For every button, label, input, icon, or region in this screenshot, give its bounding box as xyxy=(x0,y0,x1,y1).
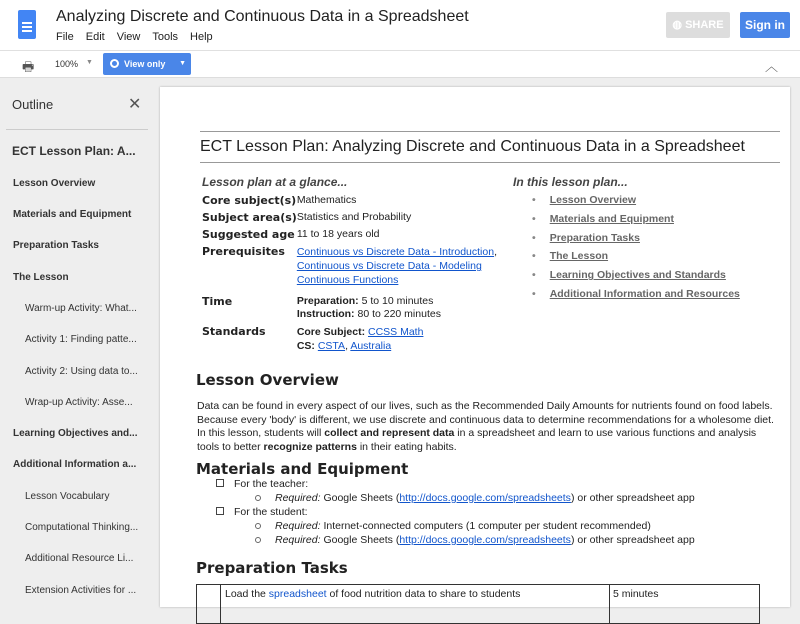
globe-icon: ◍ xyxy=(672,19,686,31)
outline-sidebar xyxy=(0,79,150,600)
label: Suggested age xyxy=(202,228,295,241)
label: Standards xyxy=(202,325,266,338)
label: Instruction: xyxy=(296,308,355,320)
toc-item[interactable] xyxy=(532,194,740,213)
label: CS: xyxy=(296,340,315,352)
csta-link[interactable]: CSTA xyxy=(317,340,346,352)
text: For the teacher: xyxy=(234,478,309,490)
checkbox-icon xyxy=(216,507,224,515)
comma: , xyxy=(494,246,497,258)
view-only-button[interactable] xyxy=(103,53,191,75)
label: Preparation: xyxy=(296,295,359,307)
list-item xyxy=(216,478,308,491)
toc-link: Additional Information and Resources xyxy=(549,287,740,300)
chevron-down-icon[interactable]: ▼ xyxy=(86,59,93,66)
menu-tools[interactable]: Tools xyxy=(152,31,179,43)
value: Statistics and Probability xyxy=(296,211,412,223)
australia-link[interactable]: Australia xyxy=(350,340,392,352)
value: 5 to 10 minutes xyxy=(358,295,434,307)
text: Required: xyxy=(275,520,321,532)
preparation-table xyxy=(196,584,760,624)
ccss-link[interactable]: CCSS Math xyxy=(368,326,424,338)
prereq-link[interactable]: Continuous vs Discrete Data - Modeling Continuous Functions xyxy=(296,260,482,286)
list-item xyxy=(255,534,695,547)
text: Load the xyxy=(225,588,269,600)
share-button[interactable] xyxy=(666,12,730,38)
toc-item[interactable] xyxy=(532,232,740,251)
table-cell xyxy=(225,588,520,600)
docs-logo-icon[interactable] xyxy=(18,10,36,39)
overview-paragraph xyxy=(197,400,777,454)
view-only-label: View only xyxy=(124,59,166,69)
menu-bar xyxy=(56,31,213,43)
value: Mathematics xyxy=(296,194,357,206)
outline-item[interactable]: Activity 1: Finding patte... xyxy=(25,334,137,345)
toc-item[interactable] xyxy=(532,288,740,307)
outline-item[interactable]: Warm-up Activity: What... xyxy=(25,303,137,314)
sheets-link[interactable]: http://docs.google.com/spreadsheets xyxy=(399,492,571,504)
outline-item[interactable]: Learning Objectives and... xyxy=(13,428,138,439)
document-page xyxy=(160,87,790,607)
bullet-icon xyxy=(255,495,261,501)
text: Data can be found in every aspect of our lives, such as the Recommended Daily Amounts for nutrients found on food labels. Because every 'body' is different, we use discrete and continuous data to determine recommendations for a wholesome diet. In this lesson, students will xyxy=(197,400,774,439)
label: Core subject(s) xyxy=(202,194,297,207)
outline-item[interactable]: Preparation Tasks xyxy=(13,240,99,251)
outline-item[interactable]: Lesson Overview xyxy=(13,178,96,189)
toc-item[interactable] xyxy=(532,213,740,232)
toc-item[interactable] xyxy=(532,269,740,288)
lesson-overview-heading: Lesson Overview xyxy=(196,371,339,389)
text: of food nutrition data to share to students xyxy=(326,588,521,600)
label: Core Subject: xyxy=(296,326,366,338)
toc-link: The Lesson xyxy=(549,250,609,263)
text: Required: xyxy=(275,492,321,504)
zoom-select[interactable]: 100% xyxy=(55,59,79,69)
toc-link: Learning Objectives and Standards xyxy=(549,269,726,282)
table-cell: 5 minutes xyxy=(609,585,662,623)
value: 11 to 18 years old xyxy=(296,228,380,240)
text: Google Sheets ( xyxy=(320,534,400,546)
toc-link: Preparation Tasks xyxy=(549,231,640,244)
collapse-chevron-up-icon[interactable]: ︿ xyxy=(765,59,779,74)
menu-help[interactable]: Help xyxy=(190,31,213,43)
outline-item[interactable]: Wrap-up Activity: Asse... xyxy=(25,397,133,408)
close-icon[interactable]: ✕ xyxy=(128,96,142,113)
text: Google Sheets ( xyxy=(320,492,400,504)
text: recognize patterns xyxy=(263,440,357,453)
label: Prerequisites xyxy=(202,245,285,258)
spreadsheet-link[interactable]: spreadsheet xyxy=(268,588,327,600)
outline-item[interactable]: Extension Activities for ... xyxy=(25,585,137,596)
share-label: SHARE xyxy=(685,19,724,31)
sheets-link[interactable]: http://docs.google.com/spreadsheets xyxy=(399,534,571,546)
outline-item[interactable]: ECT Lesson Plan: A... xyxy=(12,144,136,158)
chevron-down-icon: ▼ xyxy=(179,60,186,67)
bullet-icon xyxy=(255,523,261,529)
outline-item[interactable]: Computational Thinking... xyxy=(25,522,139,533)
app-header xyxy=(0,0,800,50)
text: ) or other spreadsheet app xyxy=(570,492,695,504)
menu-file[interactable]: File xyxy=(56,31,74,43)
outline-item[interactable]: The Lesson xyxy=(13,272,69,283)
list-item xyxy=(255,520,651,533)
outline-item[interactable]: Lesson Vocabulary xyxy=(25,491,110,502)
toc-heading: In this lesson plan... xyxy=(513,175,628,189)
text: ) or other spreadsheet app xyxy=(570,534,695,546)
outline-item[interactable]: Materials and Equipment xyxy=(13,209,132,220)
value: 80 to 220 minutes xyxy=(354,308,441,320)
bullet-icon xyxy=(255,537,261,543)
outline-item[interactable]: Additional Resource Li... xyxy=(25,553,134,564)
toolbar xyxy=(0,50,800,78)
text: in their eating habits. xyxy=(356,440,457,453)
outline-item[interactable]: Activity 2: Using data to... xyxy=(25,366,138,377)
table-cell xyxy=(197,585,221,623)
sign-in-button[interactable]: Sign in xyxy=(740,12,790,38)
label: Subject area(s) xyxy=(202,211,297,224)
text: in a spreadsheet and learn to use various functions and analysis tools to better xyxy=(197,427,757,453)
text: Required: xyxy=(275,534,321,546)
checkbox-icon xyxy=(216,479,224,487)
glance-table: Core subject(s) Mathematics Subject area(s) Statistics and Probability Suggested age 11 to 18 years old Prerequisites Continuous vs Discrete Data - Introduction, Continuous vs Discrete Data - Modeling Continuous Functions Time Preparation: 5 to 10 minutes Instruction: 80 to 220 minutes Standards Core Subject: CCSS Math CS: CSTA, Australia xyxy=(202,194,532,357)
outline-item[interactable]: Additional Information a... xyxy=(13,459,137,470)
toc-item[interactable] xyxy=(532,250,740,269)
outline-title: Outline xyxy=(12,97,54,112)
glance-heading: Lesson plan at a glance... xyxy=(202,175,348,189)
eye-icon xyxy=(110,59,119,68)
text: collect and represent data xyxy=(324,427,455,439)
preparation-heading: Preparation Tasks xyxy=(196,559,348,577)
toc-list xyxy=(532,194,740,307)
text: For the student: xyxy=(234,506,308,518)
menu-edit[interactable]: Edit xyxy=(85,31,105,43)
document-title: Analyzing Discrete and Continuous Data in a Spreadsheet xyxy=(56,8,469,25)
prereq-link[interactable]: Continuous vs Discrete Data - Introduction xyxy=(296,246,495,258)
toc-link: Lesson Overview xyxy=(549,194,637,206)
list-item xyxy=(216,506,308,519)
menu-view[interactable]: View xyxy=(116,31,141,43)
doc-title: ECT Lesson Plan: Analyzing Discrete and Continuous Data in a Spreadsheet xyxy=(200,131,780,163)
print-icon[interactable]: 🖶 xyxy=(22,59,35,74)
toc-link: Materials and Equipment xyxy=(549,212,674,225)
list-item xyxy=(255,492,695,505)
label: Time xyxy=(202,295,233,308)
divider xyxy=(6,129,148,130)
text: Internet-connected computers (1 computer per student recommended) xyxy=(320,520,651,532)
materials-heading: Materials and Equipment xyxy=(196,460,409,478)
